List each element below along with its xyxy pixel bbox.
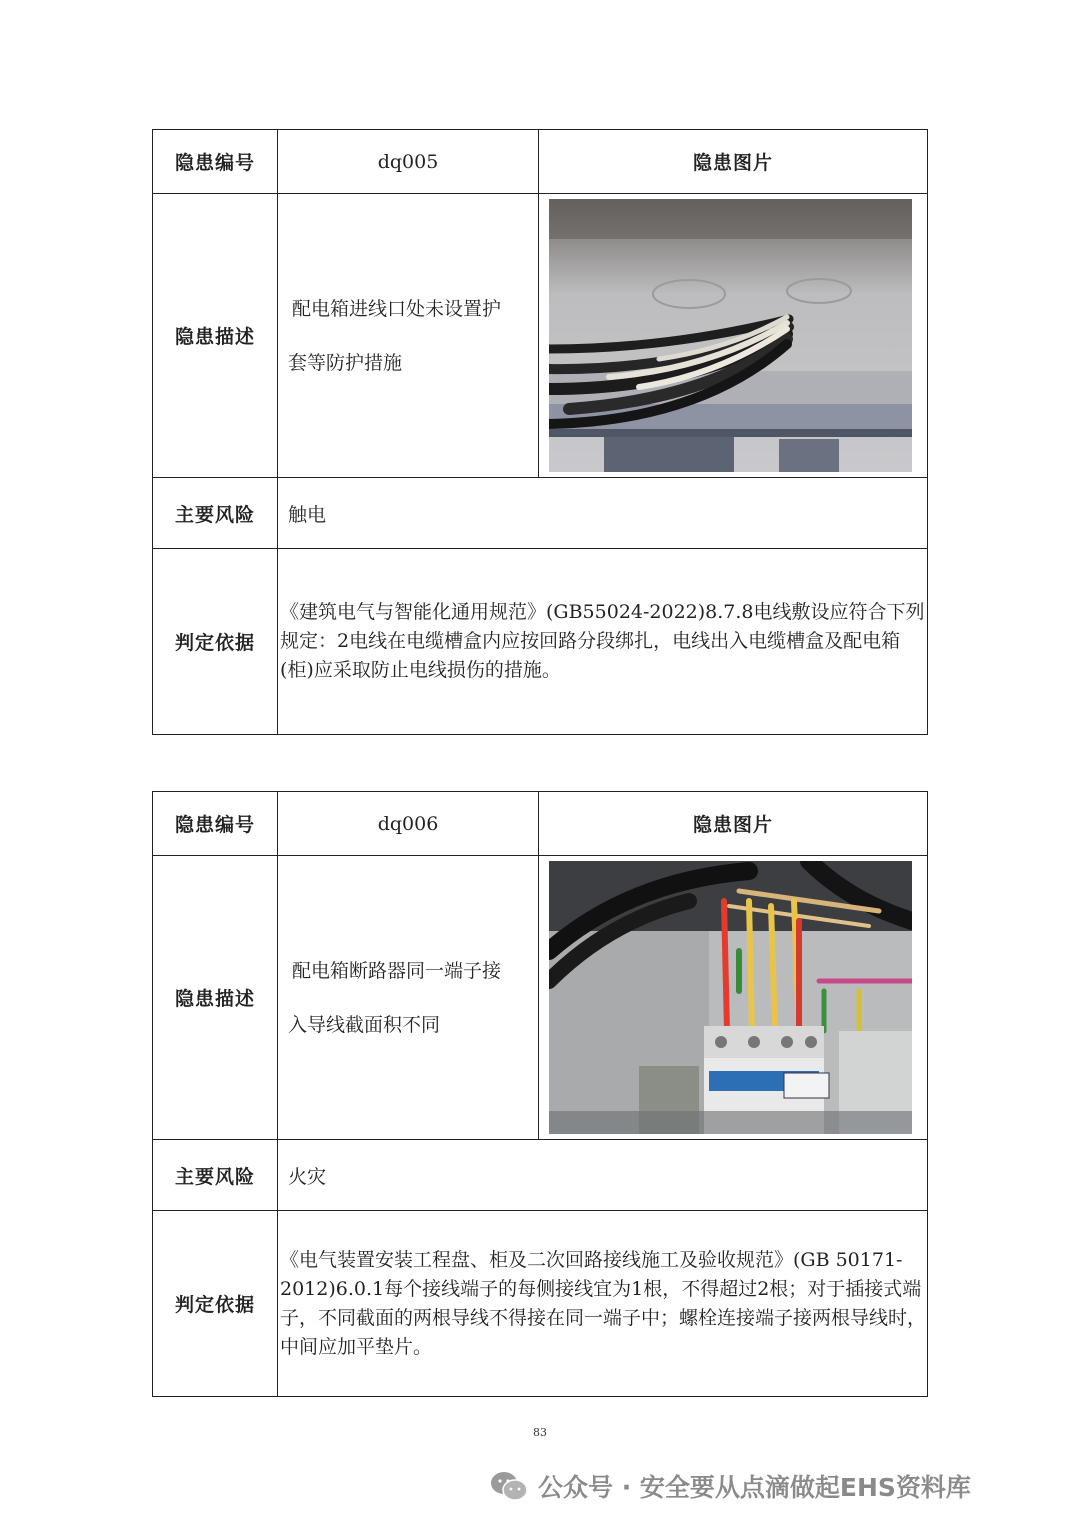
hazard-description	[278, 856, 539, 1140]
label-hazard-id: 隐患编号	[153, 130, 278, 194]
watermark-text: 公众号 · 安全要从点滴做起EHS资料库	[538, 1473, 971, 1502]
label-hazard-id: 隐患编号	[153, 792, 278, 856]
label-main-risk: 主要风险	[153, 478, 278, 549]
hazard-table-2	[152, 791, 928, 1397]
description-line-1: 配电箱断路器同一端子接	[292, 959, 502, 982]
photo-breaker-terminals	[549, 861, 912, 1134]
main-risk-value: 触电	[278, 478, 928, 549]
hazard-description	[278, 194, 539, 478]
description-line-2: 入导线截面积不同	[288, 1013, 441, 1036]
label-hazard-description: 隐患描述	[153, 194, 278, 478]
hazard-photo	[549, 861, 912, 1134]
label-main-risk: 主要风险	[153, 1140, 278, 1211]
label-basis: 判定依据	[153, 549, 278, 735]
watermark	[490, 1466, 971, 1506]
label-hazard-description: 隐患描述	[153, 856, 278, 1140]
wechat-icon	[490, 1470, 528, 1502]
description-line-2: 套等防护措施	[288, 351, 403, 374]
description-line-1: 配电箱进线口处未设置护	[292, 297, 502, 320]
basis-text: 《电气装置安装工程盘、柜及二次回路接线施工及验收规范》(GB 50171-2012)6.0.1每个接线端子的每侧接线宜为1根，不得超过2根；对于插接式端子，不同截面的两根导线不得接在同一端子中；螺栓连接端子接两根导线时，中间应加平垫片。	[278, 1211, 928, 1397]
label-basis: 判定依据	[153, 1211, 278, 1397]
photo-cable-entry	[549, 199, 912, 472]
hazard-photo-cell	[539, 856, 928, 1140]
main-risk-value: 火灾	[278, 1140, 928, 1211]
page-number: 83	[533, 1426, 547, 1439]
basis-text: 《建筑电气与智能化通用规范》(GB55024-2022)8.7.8电线敷设应符合下列规定：2电线在电缆槽盒内应按回路分段绑扎，电线出入电缆槽盒及配电箱(柜)应采取防止电线损伤的措施。	[278, 549, 928, 735]
hazard-photo-cell	[539, 194, 928, 478]
label-hazard-image: 隐患图片	[539, 130, 928, 194]
hazard-table-1	[152, 129, 928, 735]
hazard-id-value: dq005	[278, 130, 539, 194]
hazard-id-value: dq006	[278, 792, 539, 856]
label-hazard-image: 隐患图片	[539, 792, 928, 856]
hazard-photo	[549, 199, 912, 472]
